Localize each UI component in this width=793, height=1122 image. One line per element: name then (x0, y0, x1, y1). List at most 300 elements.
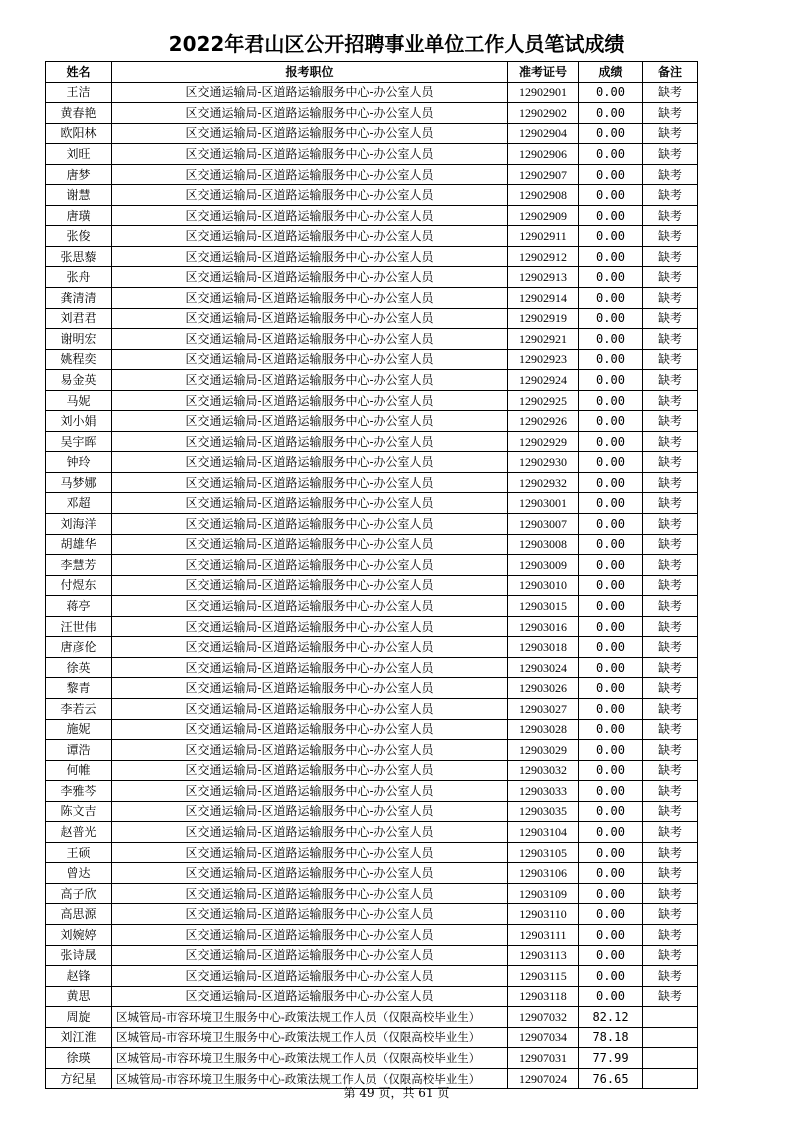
cell-note: 缺考 (643, 472, 698, 493)
cell-position: 区交通运输局-区道路运输服务中心-办公室人员 (112, 308, 508, 329)
cell-score: 0.00 (579, 945, 643, 966)
cell-note: 缺考 (643, 740, 698, 761)
column-header-name: 姓名 (46, 62, 112, 83)
cell-exam-id: 12903104 (508, 822, 579, 843)
table-row (46, 904, 698, 925)
column-header-exam-id: 准考证号 (508, 62, 579, 83)
cell-name: 谭浩 (46, 740, 112, 761)
cell-score: 77.99 (579, 1048, 643, 1069)
cell-exam-id: 12907024 (508, 1068, 579, 1089)
cell-note: 缺考 (643, 205, 698, 226)
cell-exam-id: 12902924 (508, 370, 579, 391)
cell-score: 0.00 (579, 329, 643, 350)
cell-note (643, 1007, 698, 1028)
cell-position: 区交通运输局-区道路运输服务中心-办公室人员 (112, 883, 508, 904)
cell-name: 唐璜 (46, 205, 112, 226)
cell-position: 区交通运输局-区道路运输服务中心-办公室人员 (112, 472, 508, 493)
cell-exam-id: 12903007 (508, 514, 579, 535)
cell-name: 刘海洋 (46, 514, 112, 535)
table-row (46, 411, 698, 432)
table-row (46, 267, 698, 288)
cell-name: 徐瑛 (46, 1048, 112, 1069)
cell-note: 缺考 (643, 164, 698, 185)
cell-position: 区城管局-市容环境卫生服务中心-政策法规工作人员（仅限高校毕业生） (112, 1007, 508, 1028)
cell-score: 0.00 (579, 431, 643, 452)
cell-position: 区交通运输局-区道路运输服务中心-办公室人员 (112, 698, 508, 719)
cell-name: 龚清清 (46, 288, 112, 309)
cell-position: 区交通运输局-区道路运输服务中心-办公室人员 (112, 596, 508, 617)
cell-exam-id: 12903109 (508, 883, 579, 904)
cell-exam-id: 12903110 (508, 904, 579, 925)
table-row (46, 883, 698, 904)
table-row (46, 514, 698, 535)
cell-score: 0.00 (579, 288, 643, 309)
cell-exam-id: 12903029 (508, 740, 579, 761)
page-title: 2022年君山区公开招聘事业单位工作人员笔试成绩 (168, 32, 625, 56)
table-row (46, 390, 698, 411)
cell-name: 张俊 (46, 226, 112, 247)
table-row (46, 308, 698, 329)
cell-name: 周旋 (46, 1007, 112, 1028)
cell-exam-id: 12902925 (508, 390, 579, 411)
table-row (46, 1007, 698, 1028)
cell-position: 区交通运输局-区道路运输服务中心-办公室人员 (112, 760, 508, 781)
cell-name: 方纪星 (46, 1068, 112, 1089)
cell-score: 0.00 (579, 164, 643, 185)
table-row (46, 924, 698, 945)
cell-exam-id: 12902921 (508, 329, 579, 350)
cell-exam-id: 12907034 (508, 1027, 579, 1048)
cell-note: 缺考 (643, 945, 698, 966)
cell-exam-id: 12902929 (508, 431, 579, 452)
cell-score: 0.00 (579, 924, 643, 945)
cell-score: 0.00 (579, 144, 643, 165)
cell-score: 0.00 (579, 904, 643, 925)
cell-exam-id: 12903027 (508, 698, 579, 719)
cell-exam-id: 12903115 (508, 966, 579, 987)
cell-exam-id: 12902908 (508, 185, 579, 206)
cell-position: 区交通运输局-区道路运输服务中心-办公室人员 (112, 370, 508, 391)
cell-score: 0.00 (579, 514, 643, 535)
cell-name: 黄春艳 (46, 103, 112, 124)
cell-position: 区交通运输局-区道路运输服务中心-办公室人员 (112, 349, 508, 370)
cell-score: 0.00 (579, 616, 643, 637)
cell-note: 缺考 (643, 329, 698, 350)
cell-position: 区交通运输局-区道路运输服务中心-办公室人员 (112, 534, 508, 555)
cell-exam-id: 12902914 (508, 288, 579, 309)
cell-score: 0.00 (579, 760, 643, 781)
cell-name: 曾达 (46, 863, 112, 884)
table-row (46, 698, 698, 719)
table-row (46, 164, 698, 185)
cell-name: 易金英 (46, 370, 112, 391)
cell-score: 0.00 (579, 472, 643, 493)
table-row (46, 185, 698, 206)
cell-note: 缺考 (643, 452, 698, 473)
cell-position: 区城管局-市容环境卫生服务中心-政策法规工作人员（仅限高校毕业生） (112, 1027, 508, 1048)
cell-exam-id: 12903009 (508, 555, 579, 576)
table-row (46, 431, 698, 452)
cell-exam-id: 12902926 (508, 411, 579, 432)
table-row (46, 226, 698, 247)
cell-exam-id: 12902913 (508, 267, 579, 288)
cell-note: 缺考 (643, 308, 698, 329)
cell-position: 区交通运输局-区道路运输服务中心-办公室人员 (112, 329, 508, 350)
cell-name: 刘君君 (46, 308, 112, 329)
cell-position: 区交通运输局-区道路运输服务中心-办公室人员 (112, 740, 508, 761)
cell-name: 欧阳林 (46, 123, 112, 144)
cell-position: 区交通运输局-区道路运输服务中心-办公室人员 (112, 226, 508, 247)
cell-name: 邓超 (46, 493, 112, 514)
cell-score: 0.00 (579, 678, 643, 699)
cell-note: 缺考 (643, 698, 698, 719)
cell-note: 缺考 (643, 801, 698, 822)
cell-name: 钟玲 (46, 452, 112, 473)
cell-exam-id: 12902906 (508, 144, 579, 165)
cell-position: 区城管局-市容环境卫生服务中心-政策法规工作人员（仅限高校毕业生） (112, 1068, 508, 1089)
table-row (46, 144, 698, 165)
cell-score: 0.00 (579, 740, 643, 761)
table-row (46, 657, 698, 678)
cell-score: 0.00 (579, 452, 643, 473)
cell-name: 李若云 (46, 698, 112, 719)
cell-note: 缺考 (643, 637, 698, 658)
cell-note: 缺考 (643, 678, 698, 699)
cell-note: 缺考 (643, 390, 698, 411)
cell-name: 刘江淮 (46, 1027, 112, 1048)
table-row (46, 123, 698, 144)
cell-note: 缺考 (643, 863, 698, 884)
cell-note: 缺考 (643, 555, 698, 576)
cell-exam-id: 12907032 (508, 1007, 579, 1028)
cell-exam-id: 12903024 (508, 657, 579, 678)
cell-name: 汪世伟 (46, 616, 112, 637)
cell-exam-id: 12902923 (508, 349, 579, 370)
table-row (46, 534, 698, 555)
cell-name: 陈文吉 (46, 801, 112, 822)
cell-name: 黄思 (46, 986, 112, 1007)
cell-score: 0.00 (579, 226, 643, 247)
cell-position: 区交通运输局-区道路运输服务中心-办公室人员 (112, 82, 508, 103)
table-row (46, 719, 698, 740)
cell-position: 区交通运输局-区道路运输服务中心-办公室人员 (112, 616, 508, 637)
cell-position: 区交通运输局-区道路运输服务中心-办公室人员 (112, 144, 508, 165)
cell-name: 蒋亭 (46, 596, 112, 617)
cell-score: 0.00 (579, 82, 643, 103)
cell-exam-id: 12903010 (508, 575, 579, 596)
cell-position: 区交通运输局-区道路运输服务中心-办公室人员 (112, 986, 508, 1007)
cell-position: 区交通运输局-区道路运输服务中心-办公室人员 (112, 452, 508, 473)
cell-score: 0.00 (579, 555, 643, 576)
cell-score: 82.12 (579, 1007, 643, 1028)
cell-position: 区交通运输局-区道路运输服务中心-办公室人员 (112, 288, 508, 309)
cell-note: 缺考 (643, 822, 698, 843)
cell-note: 缺考 (643, 534, 698, 555)
cell-note (643, 1027, 698, 1048)
cell-position: 区交通运输局-区道路运输服务中心-办公室人员 (112, 966, 508, 987)
cell-position: 区交通运输局-区道路运输服务中心-办公室人员 (112, 678, 508, 699)
cell-score: 0.00 (579, 246, 643, 267)
cell-note: 缺考 (643, 370, 698, 391)
cell-note: 缺考 (643, 246, 698, 267)
cell-note: 缺考 (643, 144, 698, 165)
cell-exam-id: 12903032 (508, 760, 579, 781)
table-row (46, 329, 698, 350)
table-row (46, 1027, 698, 1048)
cell-position: 区交通运输局-区道路运输服务中心-办公室人员 (112, 246, 508, 267)
cell-exam-id: 12903028 (508, 719, 579, 740)
cell-exam-id: 12903015 (508, 596, 579, 617)
table-row (46, 781, 698, 802)
cell-note (643, 1048, 698, 1069)
table-row (46, 863, 698, 884)
cell-exam-id: 12902901 (508, 82, 579, 103)
cell-note: 缺考 (643, 514, 698, 535)
cell-exam-id: 12903016 (508, 616, 579, 637)
cell-score: 0.00 (579, 986, 643, 1007)
cell-name: 赵锋 (46, 966, 112, 987)
table-row (46, 822, 698, 843)
cell-name: 赵普光 (46, 822, 112, 843)
cell-name: 高思源 (46, 904, 112, 925)
table-row (46, 986, 698, 1007)
cell-note: 缺考 (643, 719, 698, 740)
cell-score: 76.65 (579, 1068, 643, 1089)
cell-score: 0.00 (579, 185, 643, 206)
cell-note: 缺考 (643, 904, 698, 925)
cell-score: 0.00 (579, 596, 643, 617)
cell-name: 徐英 (46, 657, 112, 678)
cell-note: 缺考 (643, 657, 698, 678)
cell-exam-id: 12903001 (508, 493, 579, 514)
table-row (46, 1048, 698, 1069)
cell-name: 马妮 (46, 390, 112, 411)
cell-score: 0.00 (579, 822, 643, 843)
cell-exam-id: 12903026 (508, 678, 579, 699)
cell-position: 区交通运输局-区道路运输服务中心-办公室人员 (112, 555, 508, 576)
cell-score: 0.00 (579, 411, 643, 432)
cell-exam-id: 12902911 (508, 226, 579, 247)
cell-exam-id: 12903106 (508, 863, 579, 884)
cell-position: 区交通运输局-区道路运输服务中心-办公室人员 (112, 781, 508, 802)
cell-position: 区交通运输局-区道路运输服务中心-办公室人员 (112, 904, 508, 925)
cell-score: 0.00 (579, 103, 643, 124)
table-row (46, 246, 698, 267)
cell-note: 缺考 (643, 349, 698, 370)
cell-score: 0.00 (579, 349, 643, 370)
cell-note: 缺考 (643, 966, 698, 987)
cell-name: 何帷 (46, 760, 112, 781)
table-row (46, 740, 698, 761)
page-number: 第 49 页，共 61 页 (343, 1086, 450, 1100)
table-row (46, 103, 698, 124)
cell-note: 缺考 (643, 986, 698, 1007)
cell-exam-id: 12907031 (508, 1048, 579, 1069)
cell-score: 0.00 (579, 308, 643, 329)
cell-position: 区交通运输局-区道路运输服务中心-办公室人员 (112, 205, 508, 226)
cell-exam-id: 12903008 (508, 534, 579, 555)
cell-name: 张诗晟 (46, 945, 112, 966)
cell-name: 刘旺 (46, 144, 112, 165)
cell-score: 0.00 (579, 534, 643, 555)
cell-note: 缺考 (643, 82, 698, 103)
table-row (46, 637, 698, 658)
cell-position: 区城管局-市容环境卫生服务中心-政策法规工作人员（仅限高校毕业生） (112, 1048, 508, 1069)
cell-exam-id: 12903118 (508, 986, 579, 1007)
cell-name: 姚程奕 (46, 349, 112, 370)
cell-name: 唐彦伦 (46, 637, 112, 658)
cell-position: 区交通运输局-区道路运输服务中心-办公室人员 (112, 411, 508, 432)
cell-note: 缺考 (643, 924, 698, 945)
cell-exam-id: 12902919 (508, 308, 579, 329)
cell-name: 黎青 (46, 678, 112, 699)
table-row (46, 801, 698, 822)
cell-note: 缺考 (643, 575, 698, 596)
cell-exam-id: 12902912 (508, 246, 579, 267)
cell-note: 缺考 (643, 226, 698, 247)
cell-name: 付煜东 (46, 575, 112, 596)
cell-name: 高子欣 (46, 883, 112, 904)
cell-exam-id: 12902930 (508, 452, 579, 473)
cell-exam-id: 12902909 (508, 205, 579, 226)
cell-score: 0.00 (579, 205, 643, 226)
table-row (46, 842, 698, 863)
column-header-position: 报考职位 (112, 62, 508, 83)
cell-position: 区交通运输局-区道路运输服务中心-办公室人员 (112, 842, 508, 863)
score-table (45, 61, 698, 1089)
table-row (46, 82, 698, 103)
cell-name: 刘小娟 (46, 411, 112, 432)
cell-score: 0.00 (579, 966, 643, 987)
cell-position: 区交通运输局-区道路运输服务中心-办公室人员 (112, 514, 508, 535)
cell-position: 区交通运输局-区道路运输服务中心-办公室人员 (112, 431, 508, 452)
table-row (46, 966, 698, 987)
cell-position: 区交通运输局-区道路运输服务中心-办公室人员 (112, 801, 508, 822)
cell-name: 马梦娜 (46, 472, 112, 493)
cell-name: 吴宇晖 (46, 431, 112, 452)
cell-name: 唐梦 (46, 164, 112, 185)
cell-note: 缺考 (643, 883, 698, 904)
cell-score: 0.00 (579, 637, 643, 658)
table-row (46, 493, 698, 514)
cell-name: 刘婉婷 (46, 924, 112, 945)
cell-position: 区交通运输局-区道路运输服务中心-办公室人员 (112, 185, 508, 206)
cell-score: 0.00 (579, 575, 643, 596)
cell-note: 缺考 (643, 781, 698, 802)
column-header-note: 备注 (643, 62, 698, 83)
cell-position: 区交通运输局-区道路运输服务中心-办公室人员 (112, 863, 508, 884)
table-row (46, 616, 698, 637)
cell-score: 0.00 (579, 390, 643, 411)
cell-name: 王硕 (46, 842, 112, 863)
cell-note: 缺考 (643, 288, 698, 309)
cell-exam-id: 12902904 (508, 123, 579, 144)
cell-position: 区交通运输局-区道路运输服务中心-办公室人员 (112, 575, 508, 596)
cell-score: 78.18 (579, 1027, 643, 1048)
cell-name: 张舟 (46, 267, 112, 288)
table-body (46, 82, 698, 1089)
table-row (46, 452, 698, 473)
cell-score: 0.00 (579, 123, 643, 144)
cell-note: 缺考 (643, 431, 698, 452)
column-header-score: 成绩 (579, 62, 643, 83)
cell-exam-id: 12902902 (508, 103, 579, 124)
cell-note: 缺考 (643, 596, 698, 617)
cell-position: 区交通运输局-区道路运输服务中心-办公室人员 (112, 164, 508, 185)
cell-note: 缺考 (643, 411, 698, 432)
cell-exam-id: 12903033 (508, 781, 579, 802)
cell-score: 0.00 (579, 370, 643, 391)
cell-score: 0.00 (579, 698, 643, 719)
cell-score: 0.00 (579, 267, 643, 288)
cell-exam-id: 12903035 (508, 801, 579, 822)
cell-position: 区交通运输局-区道路运输服务中心-办公室人员 (112, 822, 508, 843)
cell-score: 0.00 (579, 842, 643, 863)
cell-exam-id: 12902932 (508, 472, 579, 493)
cell-name: 李雅芩 (46, 781, 112, 802)
cell-position: 区交通运输局-区道路运输服务中心-办公室人员 (112, 719, 508, 740)
cell-note: 缺考 (643, 616, 698, 637)
table-row (46, 288, 698, 309)
table-row (46, 678, 698, 699)
cell-score: 0.00 (579, 883, 643, 904)
cell-note: 缺考 (643, 760, 698, 781)
cell-score: 0.00 (579, 493, 643, 514)
table-row (46, 555, 698, 576)
cell-name: 李慧芳 (46, 555, 112, 576)
cell-position: 区交通运输局-区道路运输服务中心-办公室人员 (112, 657, 508, 678)
table-row (46, 205, 698, 226)
cell-exam-id: 12903111 (508, 924, 579, 945)
cell-position: 区交通运输局-区道路运输服务中心-办公室人员 (112, 267, 508, 288)
table-row (46, 575, 698, 596)
cell-name: 施妮 (46, 719, 112, 740)
cell-score: 0.00 (579, 863, 643, 884)
cell-note: 缺考 (643, 103, 698, 124)
cell-score: 0.00 (579, 657, 643, 678)
cell-position: 区交通运输局-区道路运输服务中心-办公室人员 (112, 123, 508, 144)
table-row (46, 945, 698, 966)
cell-name: 王洁 (46, 82, 112, 103)
cell-exam-id: 12902907 (508, 164, 579, 185)
cell-name: 胡雄华 (46, 534, 112, 555)
table-row (46, 596, 698, 617)
cell-note: 缺考 (643, 842, 698, 863)
table-row (46, 349, 698, 370)
cell-note: 缺考 (643, 267, 698, 288)
cell-name: 谢明宏 (46, 329, 112, 350)
cell-position: 区交通运输局-区道路运输服务中心-办公室人员 (112, 103, 508, 124)
table-row (46, 760, 698, 781)
cell-position: 区交通运输局-区道路运输服务中心-办公室人员 (112, 945, 508, 966)
cell-score: 0.00 (579, 801, 643, 822)
cell-position: 区交通运输局-区道路运输服务中心-办公室人员 (112, 924, 508, 945)
cell-exam-id: 12903018 (508, 637, 579, 658)
cell-position: 区交通运输局-区道路运输服务中心-办公室人员 (112, 637, 508, 658)
cell-exam-id: 12903113 (508, 945, 579, 966)
cell-position: 区交通运输局-区道路运输服务中心-办公室人员 (112, 390, 508, 411)
table-row (46, 370, 698, 391)
cell-name: 谢慧 (46, 185, 112, 206)
table-row (46, 472, 698, 493)
cell-score: 0.00 (579, 781, 643, 802)
cell-note: 缺考 (643, 185, 698, 206)
cell-score: 0.00 (579, 719, 643, 740)
cell-position: 区交通运输局-区道路运输服务中心-办公室人员 (112, 493, 508, 514)
cell-name: 张思藜 (46, 246, 112, 267)
cell-note: 缺考 (643, 493, 698, 514)
table-header-row (46, 62, 698, 83)
